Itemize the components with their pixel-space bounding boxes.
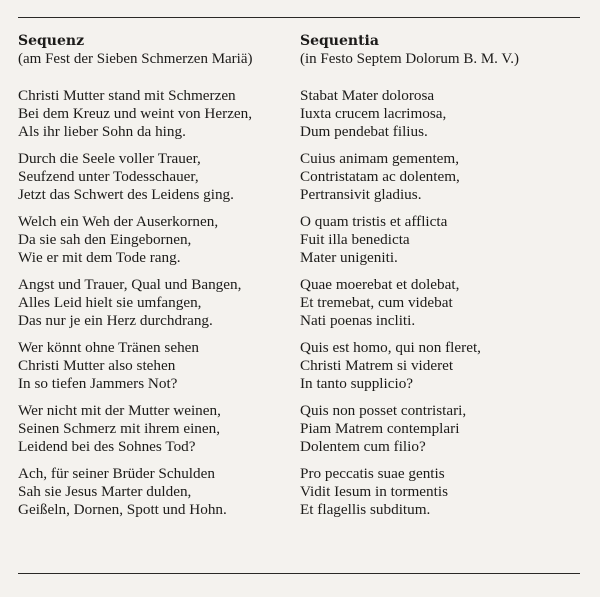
latin-title: Sequentia — [300, 33, 379, 49]
latin-verse-line: Et tremebat, cum videbat — [300, 294, 453, 311]
german-verse-line: Wer könnt ohne Tränen sehen — [18, 339, 199, 356]
latin-stanza — [300, 402, 580, 456]
german-stanza — [18, 402, 288, 456]
latin-verse-line: Quae moerebat et dolebat, — [300, 276, 460, 293]
latin-stanza — [300, 150, 580, 204]
top-rule — [18, 17, 580, 18]
german-column — [18, 32, 288, 528]
latin-verse-line: Contristatam ac dolentem, — [300, 168, 460, 185]
latin-column — [300, 32, 580, 528]
german-verse-line: Christi Mutter also stehen — [18, 357, 176, 374]
german-verse-line: Sah sie Jesus Marter dulden, — [18, 483, 192, 500]
german-verse-line: Christi Mutter stand mit Schmerzen — [18, 87, 236, 104]
german-verse-line: Wie er mit dem Tode rang. — [18, 249, 181, 266]
latin-subtitle: (in Festo Septem Dolorum B. M. V.) — [300, 51, 520, 67]
latin-verse-line: Et flagellis subditum. — [300, 501, 431, 518]
german-verse-line: Alles Leid hielt sie umfangen, — [18, 294, 202, 311]
german-stanza — [18, 339, 288, 393]
latin-verse-line: O quam tristis et afflicta — [300, 213, 448, 230]
german-stanza — [18, 213, 288, 267]
latin-verse-line: Pertransivit gladius. — [300, 186, 422, 203]
latin-verse-line: Stabat Mater dolorosa — [300, 87, 435, 104]
latin-verse-line: Cuius animam gementem, — [300, 150, 460, 167]
german-stanzas — [18, 87, 288, 519]
german-title: Sequenz — [18, 33, 85, 49]
german-stanza — [18, 150, 288, 204]
german-subtitle: (am Fest der Sieben Schmerzen Mariä) — [18, 51, 253, 67]
latin-stanza — [300, 213, 580, 267]
german-stanza — [18, 276, 288, 330]
latin-verse-line: Quis est homo, qui non fleret, — [300, 339, 481, 356]
german-verse-line: Ach, für seiner Brüder Schulden — [18, 465, 215, 482]
latin-stanza — [300, 276, 580, 330]
latin-verse-line: Christi Matrem si videret — [300, 357, 454, 374]
latin-verse-line: Iuxta crucem lacrimosa, — [300, 105, 447, 122]
latin-verse-line: Dum pendebat filius. — [300, 123, 428, 140]
german-verse-line: Das nur je ein Herz durchdrang. — [18, 312, 213, 329]
latin-stanza — [300, 465, 580, 519]
german-stanza — [18, 87, 288, 141]
latin-verse-line: Nati poenas incliti. — [300, 312, 416, 329]
german-verse-line: Bei dem Kreuz und weint von Herzen, — [18, 105, 253, 122]
german-verse-line: Jetzt das Schwert des Leidens ging. — [18, 186, 234, 203]
latin-verse-line: Dolentem cum filio? — [300, 438, 426, 455]
german-verse-line: Da sie sah den Eingebornen, — [18, 231, 192, 248]
german-stanza — [18, 465, 288, 519]
german-verse-line: Wer nicht mit der Mutter weinen, — [18, 402, 221, 419]
latin-verse-line: In tanto supplicio? — [300, 375, 414, 392]
latin-stanza — [300, 87, 580, 141]
bottom-rule — [18, 573, 580, 574]
german-verse-line: Seufzend unter Todesschauer, — [18, 168, 199, 185]
german-verse-line: Als ihr lieber Sohn da hing. — [18, 123, 186, 140]
latin-verse-line: Mater unigeniti. — [300, 249, 398, 266]
german-verse-line: In so tiefen Jammers Not? — [18, 375, 178, 392]
german-verse-line: Leidend bei des Sohnes Tod? — [18, 438, 196, 455]
german-verse-line: Durch die Seele voller Trauer, — [18, 150, 201, 167]
german-verse-line: Seinen Schmerz mit ihrem einen, — [18, 420, 221, 437]
german-verse-line: Angst und Trauer, Qual und Bangen, — [18, 276, 242, 293]
latin-stanzas — [300, 87, 580, 519]
latin-verse-line: Vidit Iesum in tormentis — [300, 483, 448, 500]
latin-stanza — [300, 339, 580, 393]
latin-verse-line: Fuit illa benedicta — [300, 231, 410, 248]
latin-verse-line: Quis non posset contristari, — [300, 402, 467, 419]
german-verse-line: Welch ein Weh der Auserkornen, — [18, 213, 219, 230]
latin-verse-line: Pro peccatis suae gentis — [300, 465, 445, 482]
latin-verse-line: Piam Matrem contemplari — [300, 420, 460, 437]
german-verse-line: Geißeln, Dornen, Spott und Hohn. — [18, 501, 227, 518]
